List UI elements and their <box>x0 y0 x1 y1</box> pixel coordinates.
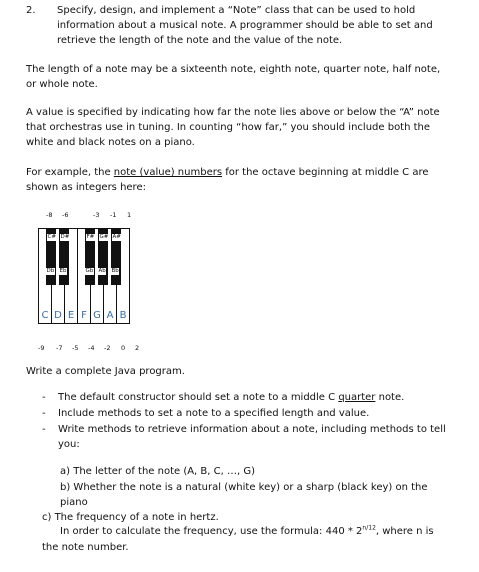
sub-item-b <box>60 480 450 510</box>
white-key-number: -7 <box>56 344 63 352</box>
sub-item-a <box>60 464 450 479</box>
sub-item-a-text: a) The letter of the note (A, B, C, …, G) <box>60 466 255 477</box>
black-key-number: -1 <box>110 211 117 219</box>
sharp-label: G# <box>99 234 109 240</box>
bullet-text-after: note. <box>375 392 405 403</box>
flat-label: Bb <box>111 268 119 274</box>
flat-label: Eb <box>59 268 67 274</box>
sub-item-b-text: b) Whether the note is a natural (white key) or a sharp (black key) on the piano <box>60 482 428 508</box>
requirements-list <box>42 390 452 453</box>
paragraph-length-text: The length of a note may be a sixteenth note, eighth note, quarter note, half note, or whole note. <box>26 64 441 90</box>
paragraph-value-text: A value is specified by indicating how far the note lies above or below the “A” note that orchestras use in tuning. In counting “how far,” you should include both the white and black notes on a piano. <box>26 107 440 148</box>
formula-text-after: , where n is <box>375 526 434 537</box>
paragraph-length <box>26 62 453 92</box>
white-key-letter: B <box>119 310 127 321</box>
white-key-number: -5 <box>72 344 79 352</box>
white-key-number: 2 <box>135 344 140 352</box>
white-key-letter: F <box>81 310 87 321</box>
flat-label: Gb <box>85 268 94 274</box>
paragraph-write <box>26 364 453 379</box>
paragraph-example <box>26 165 453 195</box>
sharp-label: D# <box>60 234 70 240</box>
piano-keyboard <box>38 228 148 326</box>
problem-intro-text: Specify, design, and implement a “Note” class that can be used to hold information about a musical note. A programmer should be able to set and retrieve the length of the note and the value of the note. <box>57 5 433 46</box>
black-key-number: 1 <box>127 211 132 219</box>
white-key-letter: A <box>106 310 114 321</box>
problem-intro <box>57 3 456 48</box>
problem-number: 2. <box>26 5 36 16</box>
sharp-label: C# <box>47 234 56 240</box>
tail-text-content: the note number. <box>42 542 129 553</box>
bullet-text-before: The default constructor should set a note to a middle C <box>58 392 339 403</box>
problem-heading <box>26 3 456 48</box>
example-text-after: for the octave beginning at middle C are shown as integers here: <box>26 167 429 193</box>
white-key-number: -9 <box>38 344 45 352</box>
bullet-text: Include methods to set a note to a specified length and value. <box>58 408 370 419</box>
white-key-number: 0 <box>121 344 126 352</box>
white-key-letter: E <box>67 310 75 321</box>
sub-item-c-text: c) The frequency of a note in hertz. <box>42 512 219 523</box>
white-key-number: -2 <box>104 344 111 352</box>
flat-label: Db <box>46 268 55 274</box>
paragraph-write-text: Write a complete Java program. <box>26 366 185 377</box>
bullet-text: Write methods to retrieve information about a note, including methods to tell you: <box>58 424 446 450</box>
sharp-label: F# <box>86 234 95 240</box>
tail-text <box>42 540 452 555</box>
example-underlined: note (value) numbers <box>113 167 223 178</box>
white-key-letter: G <box>93 310 101 321</box>
bullet-item <box>42 390 452 405</box>
bullet-item <box>42 422 452 452</box>
sub-item-c <box>42 510 452 525</box>
white-key-number: -4 <box>88 344 95 352</box>
black-key-number: -3 <box>93 211 100 219</box>
black-key-number: -6 <box>62 211 69 219</box>
frequency-formula <box>60 524 460 539</box>
formula-exponent: n/12 <box>362 524 376 532</box>
black-key-number: -8 <box>46 211 53 219</box>
flat-label: Ab <box>98 268 106 274</box>
white-key-letter: D <box>54 310 62 321</box>
sharp-label: A# <box>112 234 121 240</box>
bullet-underlined: quarter <box>338 392 376 403</box>
formula-text-before: In order to calculate the frequency, use the formula: 440 * 2 <box>60 526 363 537</box>
paragraph-value <box>26 105 453 150</box>
example-text-before: For example, the <box>26 167 114 178</box>
white-key-letter: C <box>41 310 49 321</box>
bullet-item <box>42 406 452 421</box>
